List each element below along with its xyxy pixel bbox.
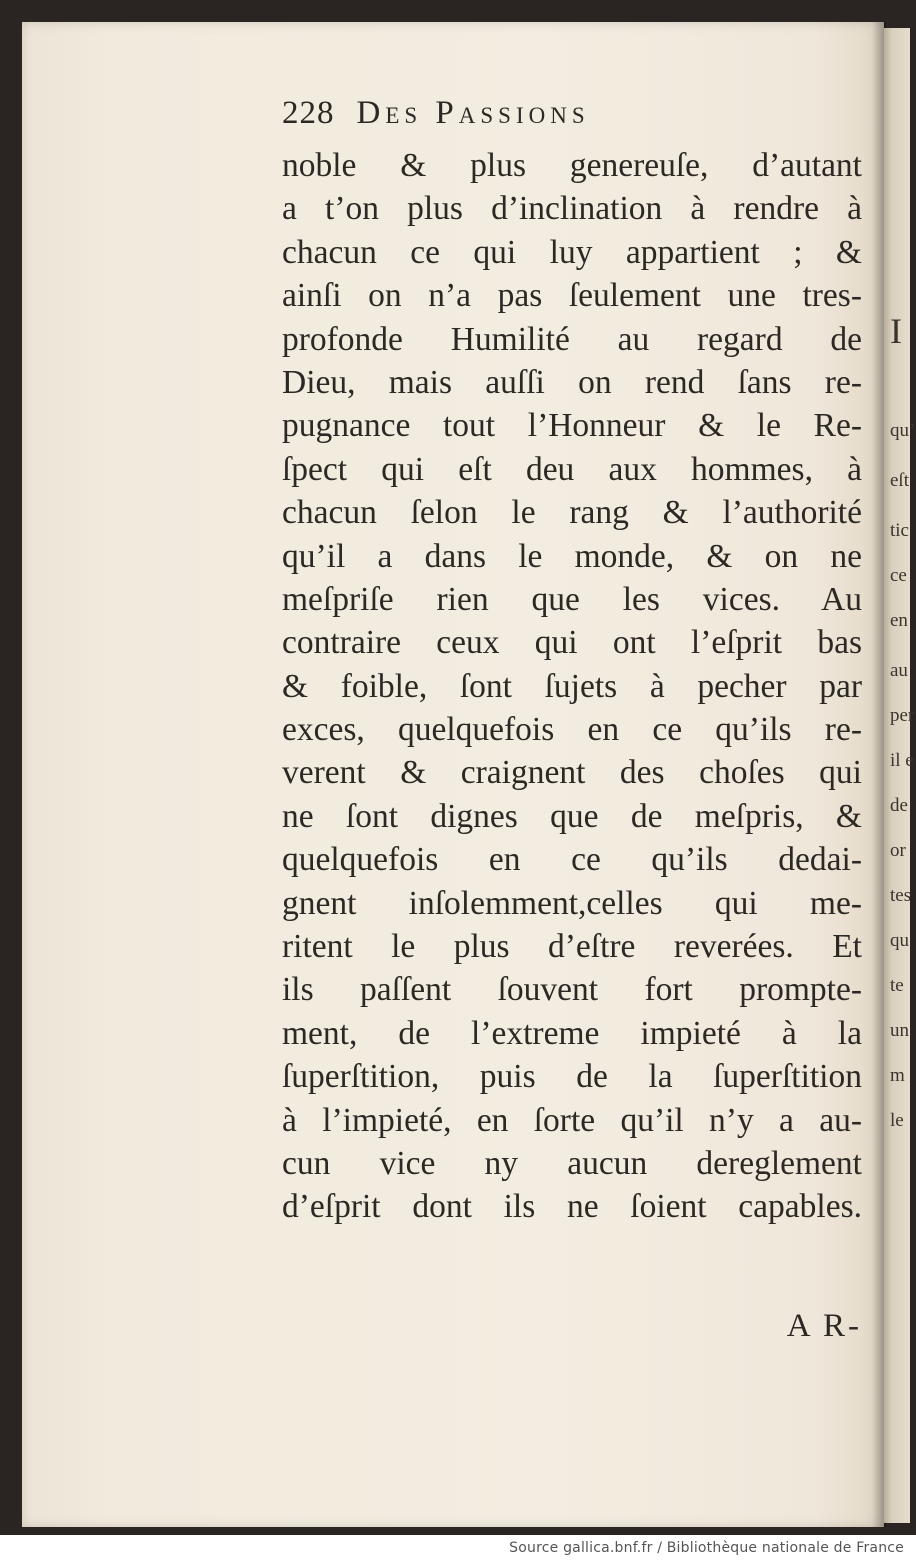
facing-page-fragment: il e: [890, 750, 914, 771]
facing-page-fragment: au: [890, 660, 908, 681]
facing-page-fragment: I: [890, 311, 902, 351]
text-line: & foible, ſont ſujets à pecher par: [282, 667, 862, 705]
facing-page-edge: [884, 28, 916, 1523]
page-number: 228: [282, 95, 335, 131]
facing-page-fragment: per: [890, 705, 915, 726]
facing-page-fragment: eſt: [890, 470, 909, 491]
text-line: ritent le plus d’eſtre reverées. Et: [282, 928, 862, 966]
facing-page-fragment: un: [890, 1020, 909, 1041]
facing-page-fragment: m: [890, 1065, 905, 1086]
text-line: meſpriſe rien que les vices. Au: [282, 580, 862, 618]
text-line: Dieu, mais auſſi on rend ſans re-: [282, 363, 862, 401]
text-line: à l’impieté, en ſorte qu’il n’y a au-: [282, 1101, 862, 1139]
facing-page-fragment: qu’: [890, 420, 916, 441]
text-line: pugnance tout l’Honneur & le Re-: [282, 407, 862, 445]
text-line: contraire ceux qui ont l’eſprit bas: [282, 624, 862, 662]
text-line: d’eſprit dont ils ne ſoient capables.: [282, 1188, 862, 1226]
text-line: ainſi on n’a pas ſeulement une tres-: [282, 277, 862, 315]
facing-page-fragment: qu: [890, 930, 909, 951]
running-title: Des Passions: [356, 95, 590, 131]
facing-page-fragment: de: [890, 795, 908, 816]
text-line: ſuperſtition, puis de la ſuperſtition: [282, 1058, 862, 1096]
text-line: verent & craignent des choſes qui: [282, 754, 862, 792]
body-text: [282, 144, 862, 1229]
text-line: cun vice ny aucun dereglement: [282, 1144, 862, 1182]
text-line: chacun ſelon le rang & l’authorité: [282, 494, 862, 532]
running-head: [282, 95, 590, 139]
text-line: quelquefois en ce qu’ils dedai-: [282, 841, 862, 879]
text-line: noble & plus genereuſe, d’autant: [282, 147, 862, 184]
text-line: ne ſont dignes que de meſpris, &: [282, 797, 862, 835]
source-credit[interactable]: Source gallica.bnf.fr / Bibliothèque nationale de France: [509, 1540, 904, 1556]
facing-page-fragment: or: [890, 840, 906, 861]
facing-page-fragment: en: [890, 610, 908, 631]
facing-page-fragment: te: [890, 975, 904, 996]
text-line: gnent inſolemment,celles qui me-: [282, 884, 862, 922]
facing-page-fragment: le: [890, 1110, 904, 1131]
text-line: ment, de l’extreme impieté à la: [282, 1014, 862, 1052]
text-line: chacun ce qui luy appartient ; &: [282, 233, 862, 271]
text-line: profonde Humilité au regard de: [282, 320, 862, 358]
text-line: a t’on plus d’inclination à rendre à: [282, 190, 862, 228]
text-line: ils paſſent ſouvent fort prompte-: [282, 971, 862, 1009]
facing-page-fragment: tes: [890, 885, 912, 906]
facing-page-fragment: ce: [890, 565, 907, 586]
catchword: A R-: [786, 1308, 862, 1344]
text-line: ſpect qui eſt deu aux hommes, à: [282, 450, 862, 488]
text-line: qu’il a dans le monde, & on ne: [282, 537, 862, 575]
text-line: exces, quelquefois en ce qu’ils re-: [282, 711, 862, 749]
facing-page-fragment: tic: [890, 520, 909, 541]
